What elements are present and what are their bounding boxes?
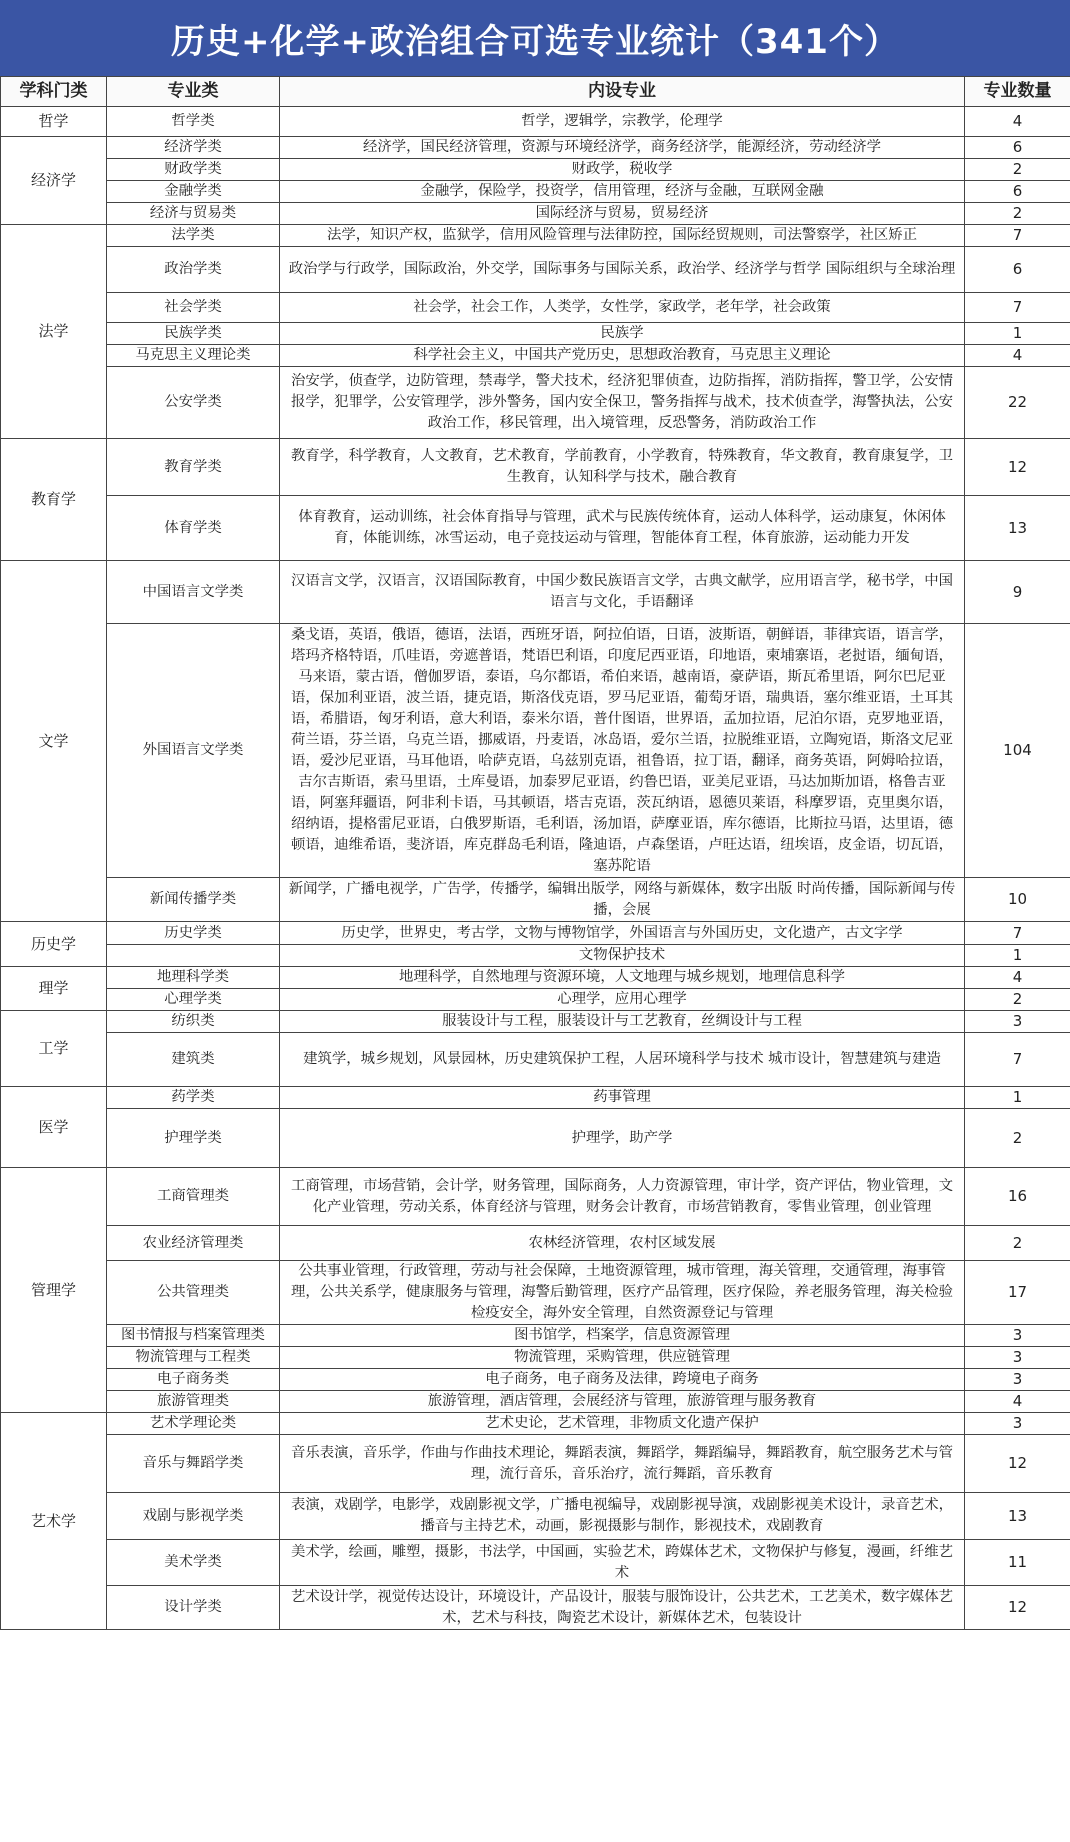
page-title: 历史+化学+政治组合可选专业统计（341个） bbox=[171, 21, 899, 62]
count-cell: 104 bbox=[965, 624, 1070, 878]
majors-cell: 民族学 bbox=[280, 323, 965, 345]
class-cell: 公安学类 bbox=[107, 367, 280, 439]
majors-cell: 社会学，社会工作，人类学，女性学，家政学，老年学，社会政策 bbox=[280, 293, 965, 323]
majors-cell: 图书馆学，档案学，信息资源管理 bbox=[280, 1325, 965, 1347]
majors-cell: 药事管理 bbox=[280, 1087, 965, 1109]
class-cell: 民族学类 bbox=[107, 323, 280, 345]
class-cell: 历史学类 bbox=[107, 922, 280, 945]
majors-cell: 艺术设计学，视觉传达设计，环境设计，产品设计，服装与服饰设计，公共艺术，工艺美术，数字媒体艺术，艺术与科技，陶瓷艺术设计，新媒体艺术，包装设计 bbox=[280, 1586, 965, 1630]
table-row bbox=[1, 1325, 1070, 1347]
class-cell: 心理学类 bbox=[107, 989, 280, 1011]
class-cell: 艺术学理论类 bbox=[107, 1413, 280, 1435]
count-cell: 4 bbox=[965, 107, 1070, 137]
class-cell: 经济学类 bbox=[107, 137, 280, 159]
class-cell: 地理科学类 bbox=[107, 967, 280, 989]
count-cell: 9 bbox=[965, 561, 1070, 624]
class-cell: 建筑类 bbox=[107, 1033, 280, 1087]
count-cell: 13 bbox=[965, 1493, 1070, 1540]
count-cell: 1 bbox=[965, 945, 1070, 967]
majors-cell: 心理学，应用心理学 bbox=[280, 989, 965, 1011]
majors-cell: 建筑学，城乡规划，风景园林，历史建筑保护工程，人居环境科学与技术 城市设计，智慧建筑与建造 bbox=[280, 1033, 965, 1087]
majors-cell: 物流管理，采购管理，供应链管理 bbox=[280, 1347, 965, 1369]
class-cell: 旅游管理类 bbox=[107, 1391, 280, 1413]
count-cell: 17 bbox=[965, 1261, 1070, 1325]
count-cell: 4 bbox=[965, 967, 1070, 989]
count-cell: 7 bbox=[965, 293, 1070, 323]
table-row bbox=[1, 624, 1070, 878]
class-cell: 公共管理类 bbox=[107, 1261, 280, 1325]
table-row bbox=[1, 1413, 1070, 1435]
class-cell: 图书情报与档案管理类 bbox=[107, 1325, 280, 1347]
table-row bbox=[1, 967, 1070, 989]
majors-cell: 教育学，科学教育，人文教育，艺术教育，学前教育，小学教育，特殊教育，华文教育，教育康复学，卫生教育，认知科学与技术，融合教育 bbox=[280, 439, 965, 496]
table-row bbox=[1, 1369, 1070, 1391]
table-row bbox=[1, 1540, 1070, 1586]
table-row bbox=[1, 1087, 1070, 1109]
count-cell: 11 bbox=[965, 1540, 1070, 1586]
table-row bbox=[1, 1493, 1070, 1540]
count-cell: 2 bbox=[965, 1226, 1070, 1261]
class-cell: 纺织类 bbox=[107, 1011, 280, 1033]
table-row bbox=[1, 989, 1070, 1011]
table-row bbox=[1, 137, 1070, 159]
header-discipline: 学科门类 bbox=[1, 77, 107, 107]
table-row bbox=[1, 1261, 1070, 1325]
table-row bbox=[1, 1347, 1070, 1369]
table-row bbox=[1, 107, 1070, 137]
table-row bbox=[1, 345, 1070, 367]
class-cell: 电子商务类 bbox=[107, 1369, 280, 1391]
discipline-cell: 历史学 bbox=[1, 922, 107, 967]
header-row bbox=[1, 77, 1070, 107]
discipline-cell: 文学 bbox=[1, 561, 107, 922]
majors-cell: 地理科学，自然地理与资源环境，人文地理与城乡规划，地理信息科学 bbox=[280, 967, 965, 989]
class-cell: 药学类 bbox=[107, 1087, 280, 1109]
table-row bbox=[1, 159, 1070, 181]
table-row bbox=[1, 247, 1070, 293]
class-cell: 中国语言文学类 bbox=[107, 561, 280, 624]
table-row bbox=[1, 945, 1070, 967]
count-cell: 2 bbox=[965, 989, 1070, 1011]
majors-cell: 美术学，绘画，雕塑，摄影，书法学，中国画，实验艺术，跨媒体艺术，文物保护与修复，漫画，纤维艺术 bbox=[280, 1540, 965, 1586]
majors-cell: 体育教育，运动训练，社会体育指导与管理，武术与民族传统体育，运动人体科学，运动康复，休闲体育，体能训练，冰雪运动，电子竞技运动与管理，智能体育工程，体育旅游，运动能力开发 bbox=[280, 496, 965, 561]
class-cell: 护理学类 bbox=[107, 1109, 280, 1168]
discipline-cell: 法学 bbox=[1, 225, 107, 439]
table-row bbox=[1, 1391, 1070, 1413]
majors-cell: 历史学，世界史，考古学，文物与博物馆学，外国语言与外国历史，文化遗产，古文字学 bbox=[280, 922, 965, 945]
count-cell: 2 bbox=[965, 1109, 1070, 1168]
table-row bbox=[1, 1226, 1070, 1261]
count-cell: 1 bbox=[965, 323, 1070, 345]
majors-cell: 电子商务，电子商务及法律，跨境电子商务 bbox=[280, 1369, 965, 1391]
count-cell: 4 bbox=[965, 345, 1070, 367]
title-banner bbox=[0, 0, 1070, 76]
count-cell: 4 bbox=[965, 1391, 1070, 1413]
class-cell: 哲学类 bbox=[107, 107, 280, 137]
count-cell: 7 bbox=[965, 1033, 1070, 1087]
count-cell: 12 bbox=[965, 1435, 1070, 1493]
discipline-cell: 工学 bbox=[1, 1011, 107, 1087]
table-row bbox=[1, 1586, 1070, 1630]
majors-cell: 新闻学，广播电视学，广告学，传播学，编辑出版学，网络与新媒体，数字出版 时尚传播，国际新闻与传播，会展 bbox=[280, 878, 965, 922]
count-cell: 12 bbox=[965, 1586, 1070, 1630]
class-cell: 农业经济管理类 bbox=[107, 1226, 280, 1261]
header-majors: 内设专业 bbox=[280, 77, 965, 107]
table-row bbox=[1, 323, 1070, 345]
class-cell bbox=[107, 945, 280, 967]
majors-cell: 经济学，国民经济管理，资源与环境经济学，商务经济学，能源经济，劳动经济学 bbox=[280, 137, 965, 159]
count-cell: 22 bbox=[965, 367, 1070, 439]
class-cell: 音乐与舞蹈学类 bbox=[107, 1435, 280, 1493]
count-cell: 2 bbox=[965, 159, 1070, 181]
count-cell: 12 bbox=[965, 439, 1070, 496]
class-cell: 法学类 bbox=[107, 225, 280, 247]
majors-cell: 金融学，保险学，投资学，信用管理，经济与金融，互联网金融 bbox=[280, 181, 965, 203]
majors-cell: 公共事业管理，行政管理，劳动与社会保障，土地资源管理，城市管理，海关管理，交通管理，海事管理，公共关系学，健康服务与管理，海警后勤管理，医疗产品管理，医疗保险，养老服务管理，海关检验检疫安全，海外安全管理，自然资源登记与管理 bbox=[280, 1261, 965, 1325]
discipline-cell: 哲学 bbox=[1, 107, 107, 137]
table-row bbox=[1, 1435, 1070, 1493]
count-cell: 6 bbox=[965, 137, 1070, 159]
table-row bbox=[1, 181, 1070, 203]
table-row bbox=[1, 922, 1070, 945]
count-cell: 7 bbox=[965, 922, 1070, 945]
majors-cell: 护理学，助产学 bbox=[280, 1109, 965, 1168]
table-row bbox=[1, 1011, 1070, 1033]
table-row bbox=[1, 439, 1070, 496]
class-cell: 政治学类 bbox=[107, 247, 280, 293]
table-row bbox=[1, 561, 1070, 624]
discipline-cell: 教育学 bbox=[1, 439, 107, 561]
majors-cell: 政治学与行政学，国际政治，外交学，国际事务与国际关系，政治学、经济学与哲学 国际组织与全球治理 bbox=[280, 247, 965, 293]
count-cell: 2 bbox=[965, 203, 1070, 225]
class-cell: 物流管理与工程类 bbox=[107, 1347, 280, 1369]
majors-cell: 旅游管理，酒店管理，会展经济与管理，旅游管理与服务教育 bbox=[280, 1391, 965, 1413]
table-row bbox=[1, 1168, 1070, 1226]
class-cell: 体育学类 bbox=[107, 496, 280, 561]
class-cell: 工商管理类 bbox=[107, 1168, 280, 1226]
class-cell: 教育学类 bbox=[107, 439, 280, 496]
majors-cell: 法学，知识产权，监狱学，信用风险管理与法律防控，国际经贸规则，司法警察学，社区矫正 bbox=[280, 225, 965, 247]
majors-cell: 哲学，逻辑学，宗教学，伦理学 bbox=[280, 107, 965, 137]
class-cell: 美术学类 bbox=[107, 1540, 280, 1586]
majors-cell: 治安学，侦查学，边防管理，禁毒学，警犬技术，经济犯罪侦查，边防指挥，消防指挥，警卫学，公安情报学，犯罪学，公安管理学，涉外警务，国内安全保卫，警务指挥与战术，技术侦查学，海警执法，公安政治工作，移民管理，出入境管理，反恐警务，消防政治工作 bbox=[280, 367, 965, 439]
majors-table bbox=[0, 76, 1070, 1630]
majors-cell: 汉语言文学，汉语言，汉语国际教育，中国少数民族语言文学，古典文献学，应用语言学，秘书学，中国语言与文化，手语翻译 bbox=[280, 561, 965, 624]
majors-cell: 表演，戏剧学，电影学，戏剧影视文学，广播电视编导，戏剧影视导演，戏剧影视美术设计，录音艺术，播音与主持艺术，动画，影视摄影与制作，影视技术，戏剧教育 bbox=[280, 1493, 965, 1540]
count-cell: 1 bbox=[965, 1087, 1070, 1109]
table-row bbox=[1, 203, 1070, 225]
class-cell: 戏剧与影视学类 bbox=[107, 1493, 280, 1540]
count-cell: 6 bbox=[965, 247, 1070, 293]
count-cell: 3 bbox=[965, 1369, 1070, 1391]
class-cell: 社会学类 bbox=[107, 293, 280, 323]
header-class: 专业类 bbox=[107, 77, 280, 107]
majors-cell: 桑戈语，英语，俄语，德语，法语，西班牙语，阿拉伯语，日语，波斯语，朝鲜语，菲律宾语，语言学，塔玛齐格特语，爪哇语，旁遮普语，梵语巴利语，印度尼西亚语，印地语，柬埔寨语，老挝语，缅甸语，马来语，蒙古语，僧伽罗语，泰语，乌尔都语，希伯来语，越南语，豪萨语，斯瓦希里语，阿尔巴尼亚语，保加利亚语，波兰语，捷克语，斯洛伐克语，罗马尼亚语，葡萄牙语，瑞典语，塞尔维亚语，土耳其语，希腊语，匈牙利语，意大利语，泰米尔语，普什图语，世界语，孟加拉语，尼泊尔语，克罗地亚语，荷兰语，芬兰语，乌克兰语，挪威语，丹麦语，冰岛语，爱尔兰语，拉脱维亚语，立陶宛语，斯洛文尼亚语，爱沙尼亚语，马耳他语，哈萨克语，乌兹别克语，祖鲁语，拉丁语，翻译，商务英语，阿姆哈拉语，吉尔吉斯语，索马里语，土库曼语，加泰罗尼亚语，约鲁巴语，亚美尼亚语，马达加斯加语，格鲁吉亚语，阿塞拜疆语，阿非利卡语，马其顿语，塔吉克语，茨瓦纳语，恩德贝莱语，科摩罗语，克里奥尔语，绍纳语，提格雷尼亚语，白俄罗斯语，毛利语，汤加语，萨摩亚语，库尔德语，比斯拉马语，达里语，德顿语，迪维希语，斐济语，库克群岛毛利语，隆迪语，卢森堡语，卢旺达语，纽埃语，皮金语，切瓦语，塞苏陀语 bbox=[280, 624, 965, 878]
table-row bbox=[1, 1033, 1070, 1087]
table-row bbox=[1, 878, 1070, 922]
count-cell: 3 bbox=[965, 1347, 1070, 1369]
majors-cell: 服装设计与工程，服装设计与工艺教育，丝绸设计与工程 bbox=[280, 1011, 965, 1033]
class-cell: 金融学类 bbox=[107, 181, 280, 203]
count-cell: 16 bbox=[965, 1168, 1070, 1226]
discipline-cell: 经济学 bbox=[1, 137, 107, 225]
class-cell: 设计学类 bbox=[107, 1586, 280, 1630]
count-cell: 3 bbox=[965, 1325, 1070, 1347]
table-row bbox=[1, 293, 1070, 323]
table-row bbox=[1, 225, 1070, 247]
class-cell: 马克思主义理论类 bbox=[107, 345, 280, 367]
discipline-cell: 艺术学 bbox=[1, 1413, 107, 1630]
discipline-cell: 医学 bbox=[1, 1087, 107, 1168]
majors-cell: 工商管理，市场营销，会计学，财务管理，国际商务，人力资源管理，审计学，资产评估，物业管理，文化产业管理，劳动关系，体育经济与管理，财务会计教育，市场营销教育，零售业管理，创业管理 bbox=[280, 1168, 965, 1226]
table-row bbox=[1, 496, 1070, 561]
count-cell: 3 bbox=[965, 1011, 1070, 1033]
majors-cell: 艺术史论，艺术管理，非物质文化遗产保护 bbox=[280, 1413, 965, 1435]
class-cell: 经济与贸易类 bbox=[107, 203, 280, 225]
majors-cell: 农林经济管理，农村区域发展 bbox=[280, 1226, 965, 1261]
class-cell: 新闻传播学类 bbox=[107, 878, 280, 922]
table-row bbox=[1, 1109, 1070, 1168]
discipline-cell: 理学 bbox=[1, 967, 107, 1011]
table-row bbox=[1, 367, 1070, 439]
class-cell: 财政学类 bbox=[107, 159, 280, 181]
count-cell: 3 bbox=[965, 1413, 1070, 1435]
count-cell: 10 bbox=[965, 878, 1070, 922]
majors-cell: 文物保护技术 bbox=[280, 945, 965, 967]
count-cell: 7 bbox=[965, 225, 1070, 247]
majors-cell: 国际经济与贸易，贸易经济 bbox=[280, 203, 965, 225]
majors-cell: 音乐表演，音乐学，作曲与作曲技术理论，舞蹈表演，舞蹈学，舞蹈编导，舞蹈教育，航空服务艺术与管理，流行音乐，音乐治疗，流行舞蹈，音乐教育 bbox=[280, 1435, 965, 1493]
discipline-cell: 管理学 bbox=[1, 1168, 107, 1413]
count-cell: 13 bbox=[965, 496, 1070, 561]
class-cell: 外国语言文学类 bbox=[107, 624, 280, 878]
majors-cell: 财政学，税收学 bbox=[280, 159, 965, 181]
majors-cell: 科学社会主义，中国共产党历史，思想政治教育，马克思主义理论 bbox=[280, 345, 965, 367]
count-cell: 6 bbox=[965, 181, 1070, 203]
header-count: 专业数量 bbox=[965, 77, 1070, 107]
